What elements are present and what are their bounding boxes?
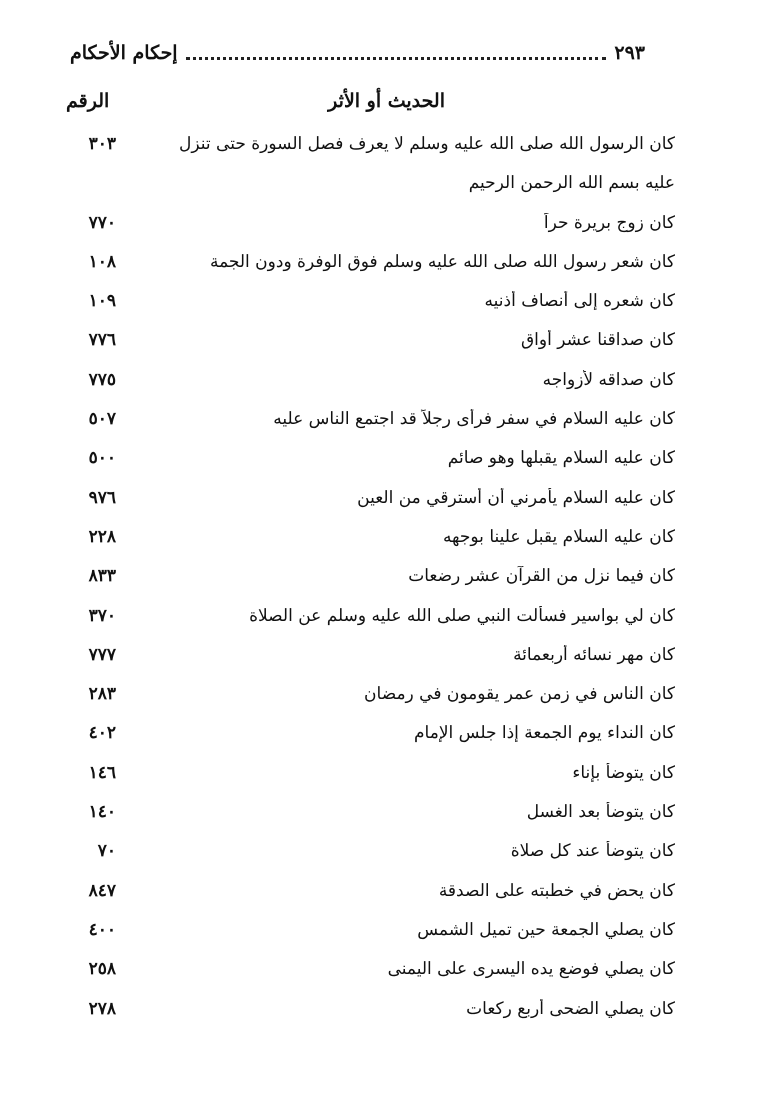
list-item <box>60 717 675 756</box>
list-item <box>60 246 675 285</box>
hadith-text: كان عليه السلام يقبل علينا بوجهه <box>442 526 675 547</box>
hadith-number: ٣٧٠ <box>88 605 116 626</box>
hadith-number: ٧٧٥ <box>88 369 116 390</box>
hadith-text: كان عليه السلام يقبلها وهو صائم <box>447 448 675 469</box>
leader-dots <box>186 47 607 60</box>
hadith-number: ٨٤٧ <box>88 880 116 901</box>
hadith-number: ٧٧٦ <box>88 330 116 351</box>
hadith-text: كان فيما نزل من القرآن عشر رضعات <box>408 566 675 587</box>
hadith-text: كان الناس في زمن عمر يقومون في رمضان <box>364 684 675 705</box>
hadith-number: ٧٧٧ <box>88 644 116 665</box>
hadith-text: كان شعر رسول الله صلى الله عليه وسلم فوق الوفرة ودون الجمة <box>209 251 675 272</box>
hadith-text: كان يصلي الجمعة حين تميل الشمس <box>417 919 675 940</box>
index-list <box>60 128 675 1032</box>
hadith-column-header: الحديث أو الأثر <box>328 90 445 112</box>
hadith-number: ٢٨٣ <box>88 684 116 705</box>
hadith-number: ٤٠٢ <box>88 723 116 744</box>
hadith-text: كان شعره إلى أنصاف أذنيه <box>484 291 675 312</box>
hadith-text: كان يتوضأ بإناء <box>572 762 675 783</box>
hadith-text: كان يحض في خطبته على الصدقة <box>438 880 675 901</box>
list-item <box>60 128 675 167</box>
list-item <box>60 207 675 246</box>
list-item <box>60 835 675 874</box>
list-item <box>60 678 675 717</box>
hadith-text: كان يتوضأ عند كل صلاة <box>510 841 675 862</box>
list-item <box>60 560 675 599</box>
hadith-number: ٣٠٣ <box>88 134 116 154</box>
page-number: ٢٩٣ <box>614 42 645 64</box>
hadith-text: كان النداء يوم الجمعة إذا جلس الإمام <box>414 723 675 744</box>
hadith-number: ٥٠٧ <box>88 409 116 430</box>
book-title: إحكام الأحكام <box>70 42 178 64</box>
hadith-text: كان صداقه لأزواجه <box>542 369 675 390</box>
hadith-number: ٧٠ <box>97 841 116 862</box>
running-head <box>70 38 645 68</box>
list-item <box>60 796 675 835</box>
hadith-text: كان مهر نسائه أربعمائة <box>513 644 675 665</box>
hadith-number: ١٤٦ <box>88 762 116 783</box>
hadith-number: ١٤٠ <box>88 802 116 823</box>
hadith-text: كان عليه السلام في سفر فرأى رجلاً قد اجتمع الناس عليه <box>273 409 675 430</box>
list-item <box>60 914 675 953</box>
hadith-text: كان يصلي فوضع يده اليسرى على اليمنى <box>387 959 675 980</box>
hadith-text: كان يتوضأ بعد الغسل <box>526 802 675 823</box>
hadith-number: ٤٠٠ <box>88 919 116 940</box>
hadith-text: كان الرسول الله صلى الله عليه وسلم لا يعرف فصل السورة حتى تنزل <box>179 134 675 154</box>
list-item <box>60 482 675 521</box>
hadith-number: ٢٥٨ <box>88 959 116 980</box>
list-item <box>60 600 675 639</box>
hadith-text: كان يصلي الضحى أربع ركعات <box>466 998 675 1019</box>
list-item <box>60 285 675 324</box>
list-item <box>60 167 675 206</box>
list-item <box>60 324 675 363</box>
list-item <box>60 875 675 914</box>
list-item <box>60 757 675 796</box>
hadith-number: ٥٠٠ <box>88 448 116 469</box>
hadith-text: كان زوج بريرة حراً <box>543 212 675 233</box>
list-item <box>60 993 675 1032</box>
hadith-number: ٨٣٣ <box>88 566 116 587</box>
list-item <box>60 442 675 481</box>
hadith-number: ٢٧٨ <box>88 998 116 1019</box>
column-headers <box>60 84 675 120</box>
hadith-number: ٢٢٨ <box>88 526 116 547</box>
list-item <box>60 521 675 560</box>
list-item <box>60 639 675 678</box>
hadith-text: كان صداقنا عشر أواق <box>520 330 675 351</box>
hadith-text: كان عليه السلام يأمرني أن أسترقي من العين <box>357 487 675 508</box>
hadith-text: عليه بسم الله الرحمن الرحيم <box>468 173 675 194</box>
list-item <box>60 403 675 442</box>
hadith-text: كان لي بواسير فسألت النبي صلى الله عليه وسلم عن الصلاة <box>249 605 675 626</box>
hadith-number: ٧٧٠ <box>88 212 116 233</box>
hadith-number: ١٠٩ <box>88 291 116 312</box>
number-column-header: الرقم <box>66 90 110 112</box>
hadith-number: ٩٧٦ <box>88 487 116 508</box>
list-item <box>60 953 675 992</box>
hadith-number: ١٠٨ <box>88 251 116 272</box>
list-item <box>60 364 675 403</box>
